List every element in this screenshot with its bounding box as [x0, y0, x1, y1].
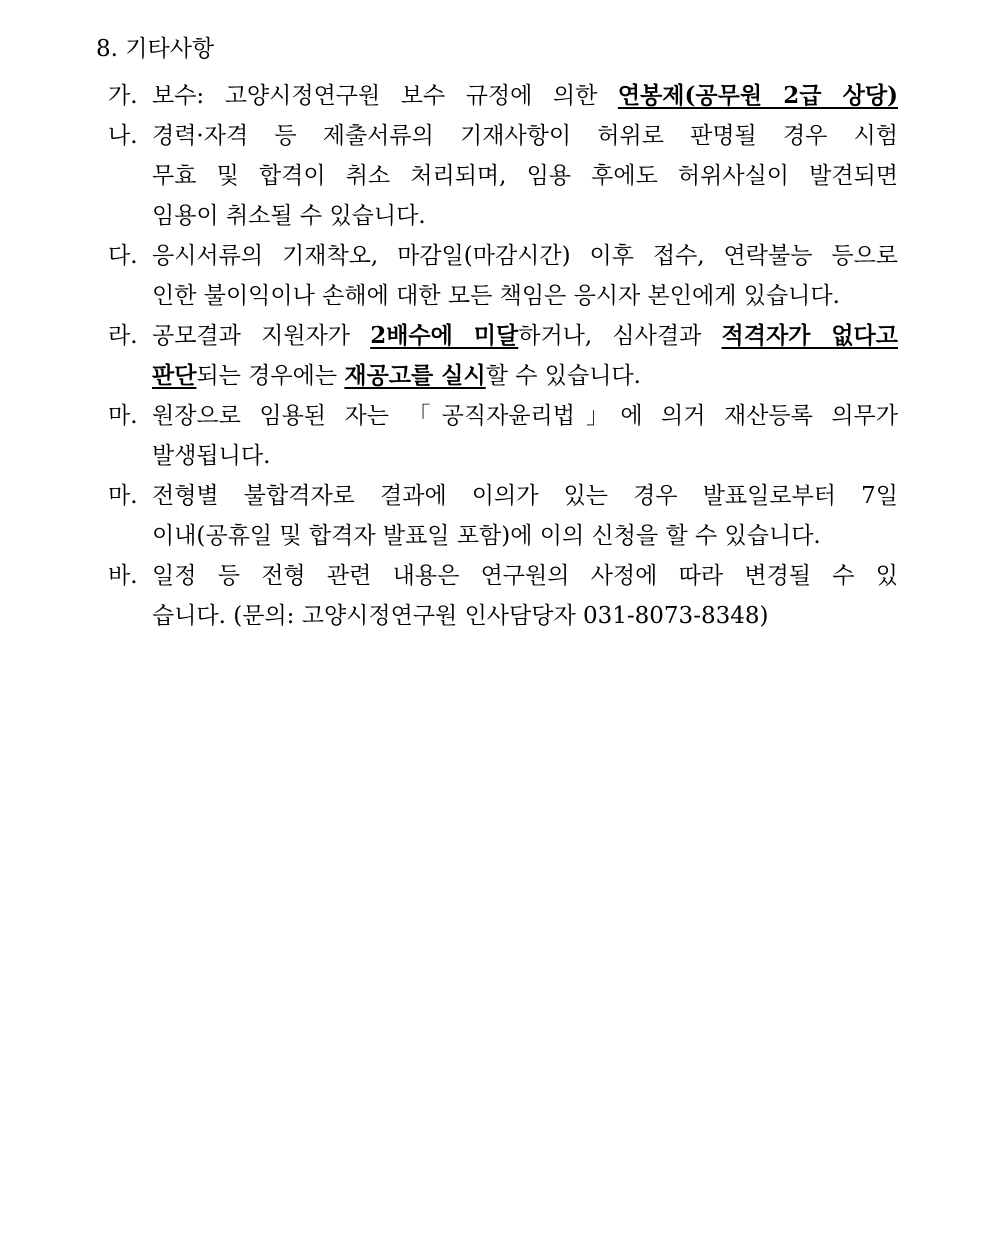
item-line — [108, 116, 898, 156]
notice-item-pay — [108, 76, 898, 116]
item-line: 발생됩니다. — [152, 443, 271, 469]
item-text: 원장으로 임용된 자는 「공직자윤리법」에 의거 재산등록 의무가 — [152, 403, 898, 429]
emphasis-text: 연봉제(공무원 2급 상당) — [617, 82, 899, 109]
item-line — [108, 356, 898, 396]
item-text: 경력·자격 등 제출서류의 기재사항이 허위로 판명될 경우 시험 — [152, 123, 898, 149]
item-text: 할 수 있습니다. — [485, 363, 641, 389]
item-line — [108, 236, 898, 276]
notice-item-false-documents — [108, 116, 898, 236]
item-line — [108, 556, 898, 596]
item-text: 보수: 고양시정연구원 보수 규정에 의한 — [152, 83, 618, 109]
item-text: 하거나, 심사결과 — [518, 323, 722, 349]
item-marker: 가. — [108, 83, 138, 109]
emphasis-text: 2배수에 미달 — [370, 322, 519, 349]
notice-item-objection — [108, 476, 898, 556]
item-line: 무효 및 합격이 취소 처리되며, 임용 후에도 허위사실이 발견되면 — [152, 163, 898, 189]
item-line: 인한 불이익이나 손해에 대한 모든 책임은 응시자 본인에게 있습니다. — [152, 283, 840, 309]
emphasis-text: 판단 — [152, 362, 197, 389]
item-marker: 마. — [108, 403, 138, 429]
item-line: 이내(공휴일 및 합격자 발표일 포함)에 이의 신청을 할 수 있습니다. — [152, 523, 821, 549]
item-text: 일정 등 전형 관련 내용은 연구원의 사정에 따라 변경될 수 있 — [152, 563, 898, 589]
notice-item-asset-registration — [108, 396, 898, 476]
item-text: 되는 경우에는 — [196, 363, 345, 389]
item-marker: 마. — [108, 483, 138, 509]
item-text: 공모결과 지원자가 — [152, 323, 371, 349]
item-line — [108, 476, 898, 516]
item-text: 전형별 불합격자로 결과에 이의가 있는 경우 발표일로부터 7일 — [152, 483, 898, 509]
notice-item-schedule-change — [108, 556, 898, 636]
item-line — [108, 76, 898, 116]
item-line — [108, 316, 898, 356]
item-line: 임용이 취소될 수 있습니다. — [152, 203, 426, 229]
emphasis-text: 재공고를 실시 — [344, 362, 486, 389]
item-marker: 라. — [108, 323, 138, 349]
item-text: 응시서류의 기재착오, 마감일(마감시간) 이후 접수, 연락불능 등으로 — [152, 243, 898, 269]
notice-item-responsibility — [108, 236, 898, 316]
section-title: 8. 기타사항 — [96, 36, 215, 62]
emphasis-text: 적격자가 없다고 — [721, 322, 898, 349]
item-line: 습니다. (문의: 고양시정연구원 인사담당자 031-8073-8348) — [152, 603, 769, 629]
item-marker: 나. — [108, 123, 138, 149]
item-line — [108, 396, 898, 436]
item-marker: 바. — [108, 563, 138, 589]
item-marker: 다. — [108, 243, 138, 269]
notice-item-readvertisement — [108, 316, 898, 396]
